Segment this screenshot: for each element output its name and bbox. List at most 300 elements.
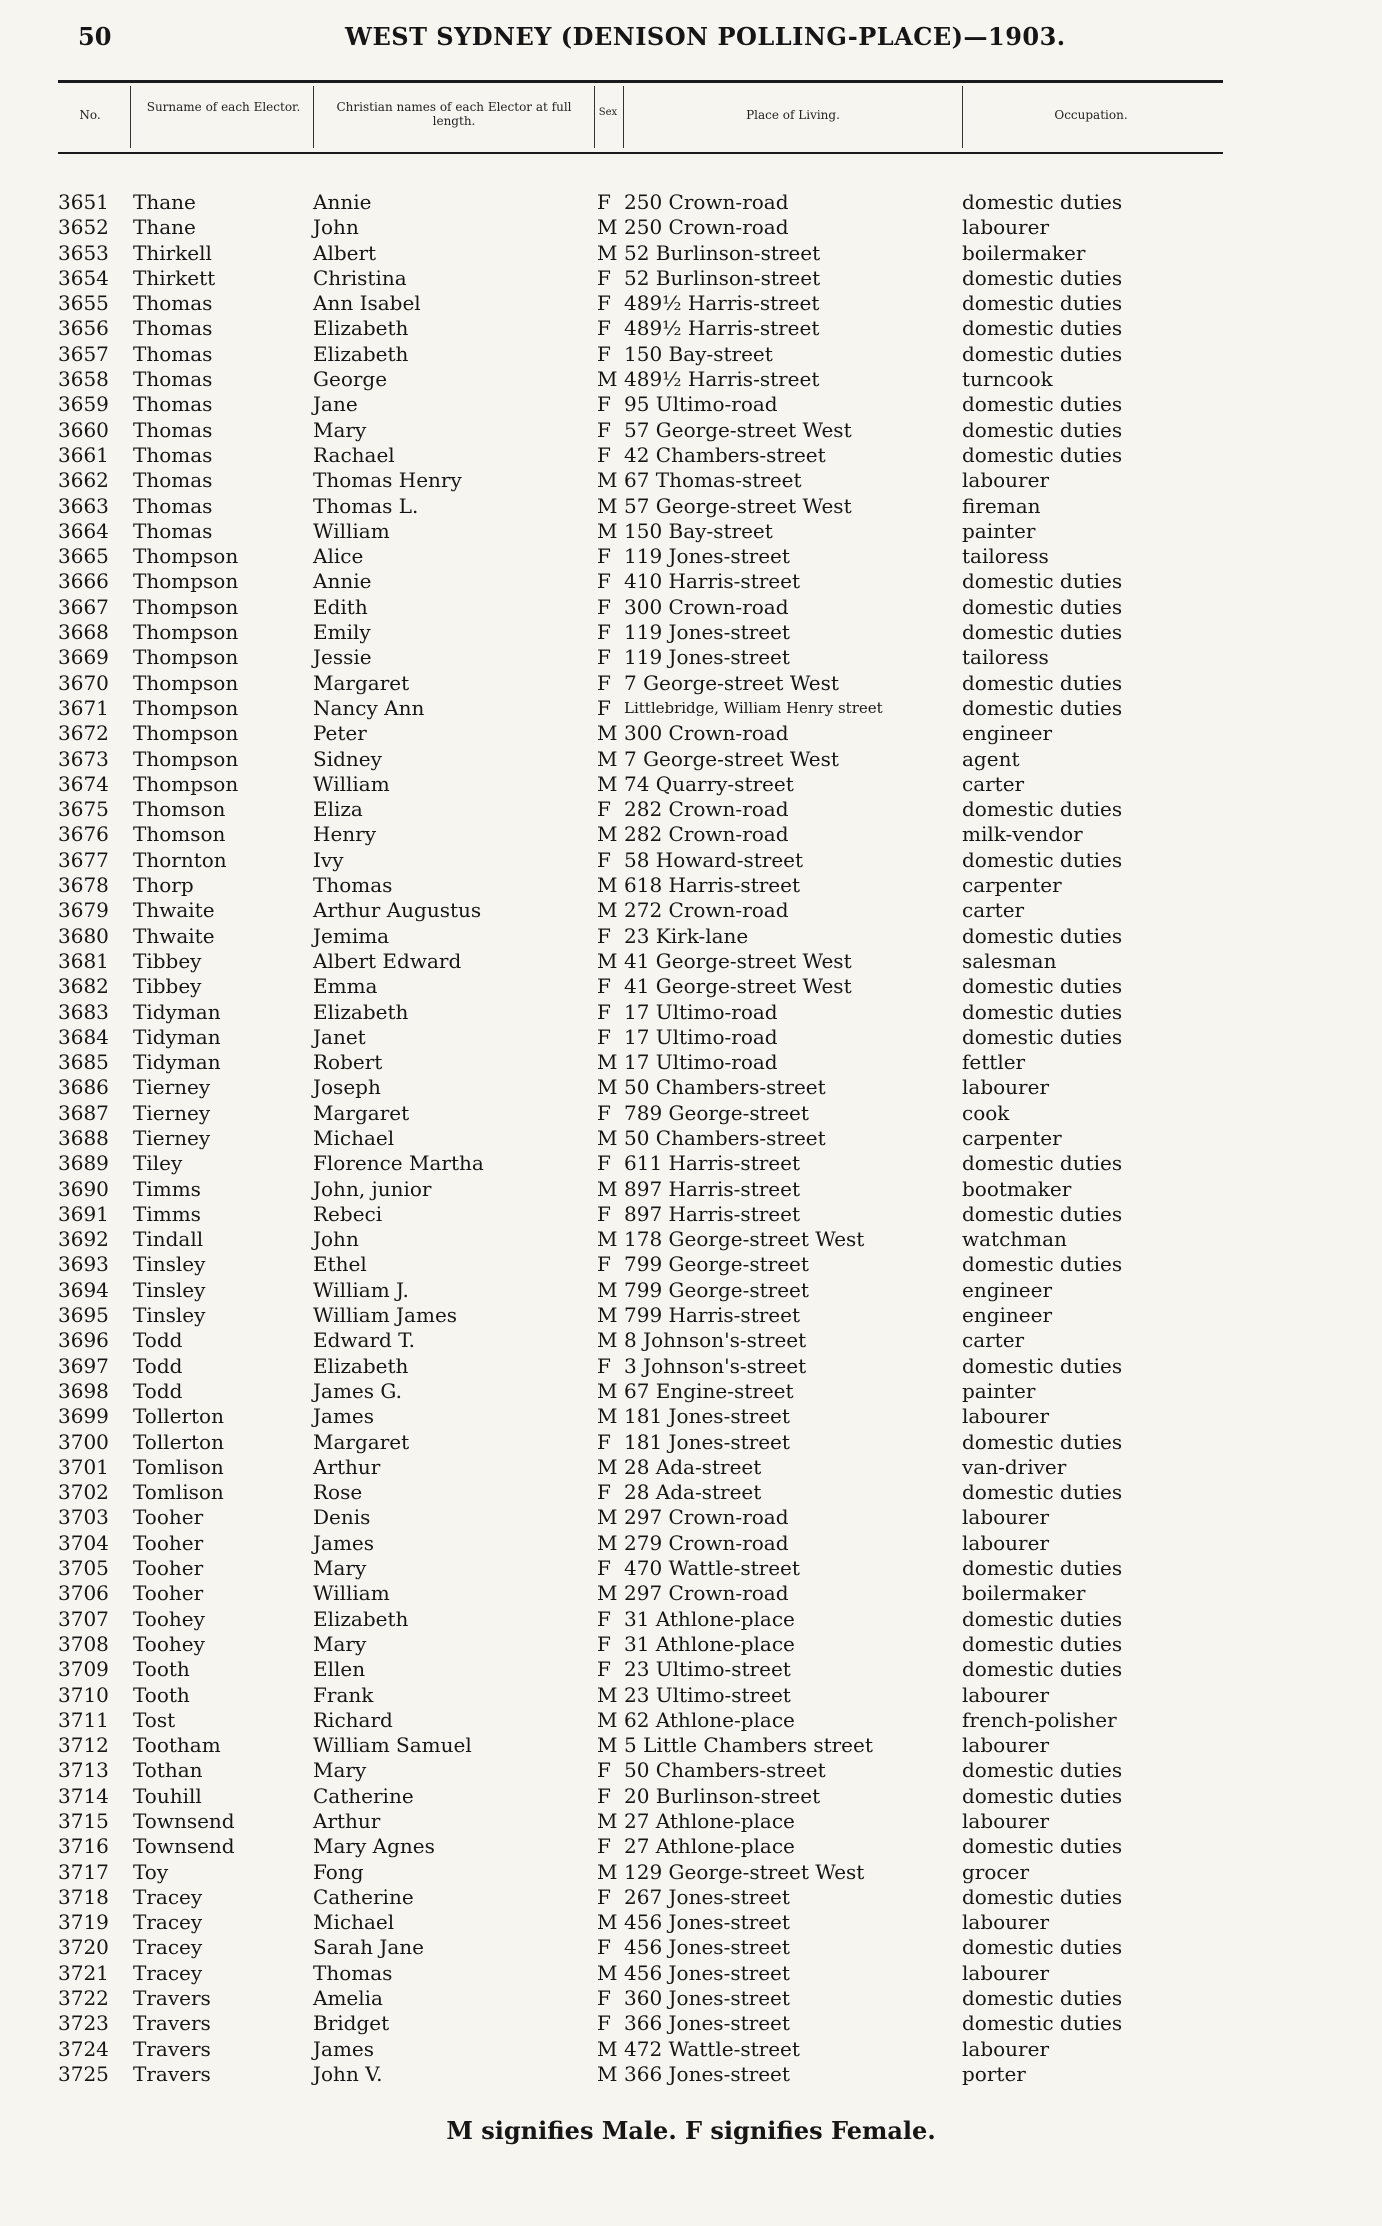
elector-number: 3690 — [58, 1176, 109, 1201]
elector-number: 3671 — [58, 695, 109, 720]
table-row — [0, 721, 1382, 746]
elector-surname: Tomlison — [133, 1480, 224, 1505]
elector-place-of-living: 789 George-street — [624, 1100, 809, 1125]
footer-legend: M signifies Male. F signifies Female. — [446, 2116, 936, 2145]
elector-number: 3700 — [58, 1429, 109, 1454]
elector-occupation: labourer — [962, 2036, 1050, 2061]
elector-sex: M — [597, 1682, 618, 1707]
elector-surname: Thirkett — [133, 265, 216, 290]
elector-number: 3698 — [58, 1378, 109, 1403]
elector-place-of-living: 31 Athlone-place — [624, 1631, 795, 1656]
elector-number: 3669 — [58, 645, 109, 670]
elector-place-of-living: 456 Jones-street — [624, 1935, 790, 1960]
elector-surname: Thane — [133, 190, 196, 214]
table-row — [0, 468, 1382, 493]
elector-number: 3692 — [58, 1227, 109, 1252]
elector-occupation: labourer — [962, 1505, 1050, 1530]
elector-place-of-living: 181 Jones-street — [624, 1404, 790, 1429]
elector-sex: M — [597, 1707, 618, 1732]
elector-surname: Tooher — [133, 1530, 204, 1555]
elector-number: 3667 — [58, 594, 109, 619]
elector-surname: Tollerton — [133, 1404, 224, 1429]
elector-christian-names: Christina — [313, 265, 407, 290]
elector-surname: Tooth — [133, 1657, 190, 1682]
elector-place-of-living: 300 Crown-road — [624, 594, 789, 619]
elector-sex: M — [597, 2061, 618, 2086]
table-row — [0, 1784, 1382, 1809]
elector-christian-names: Janet — [313, 1024, 366, 1049]
elector-christian-names: Thomas — [313, 1960, 393, 1985]
elector-place-of-living: 28 Ada-street — [624, 1454, 762, 1479]
elector-number: 3721 — [58, 1960, 109, 1985]
elector-christian-names: Denis — [313, 1505, 371, 1530]
elector-number: 3673 — [58, 746, 109, 771]
elector-number: 3696 — [58, 1328, 109, 1353]
column-header-place: Place of Living. — [746, 108, 840, 122]
elector-christian-names: Emily — [313, 620, 371, 645]
elector-place-of-living: 17 Ultimo-road — [624, 1024, 778, 1049]
elector-occupation: domestic duties — [962, 1024, 1123, 1049]
elector-number: 3661 — [58, 442, 109, 467]
elector-place-of-living: 23 Kirk-lane — [624, 923, 749, 948]
elector-occupation: domestic duties — [962, 620, 1123, 645]
elector-number: 3719 — [58, 1910, 109, 1935]
elector-place-of-living: 250 Crown-road — [624, 190, 789, 214]
elector-christian-names: Mary — [313, 1758, 367, 1783]
elector-christian-names: John — [313, 215, 359, 240]
elector-surname: Tost — [133, 1707, 176, 1732]
elector-surname: Thomas — [133, 417, 213, 442]
table-row — [0, 392, 1382, 417]
elector-christian-names: James — [313, 2036, 375, 2061]
table-row — [0, 1075, 1382, 1100]
elector-place-of-living: 456 Jones-street — [624, 1960, 790, 1985]
elector-occupation: watchman — [962, 1227, 1067, 1252]
elector-christian-names: Bridget — [313, 2011, 390, 2036]
elector-number: 3712 — [58, 1733, 109, 1758]
elector-place-of-living: 272 Crown-road — [624, 898, 789, 923]
elector-surname: Tinsley — [133, 1252, 206, 1277]
table-row — [0, 241, 1382, 266]
elector-christian-names: Emma — [313, 974, 378, 999]
table-row — [0, 1126, 1382, 1151]
table-row — [0, 671, 1382, 696]
elector-sex: F — [597, 1480, 611, 1505]
elector-sex: M — [597, 873, 618, 898]
elector-sex: M — [597, 215, 618, 240]
elector-sex: M — [597, 1176, 618, 1201]
elector-occupation: domestic duties — [962, 1884, 1123, 1909]
elector-occupation: engineer — [962, 1277, 1053, 1302]
elector-sex: M — [597, 746, 618, 771]
table-row — [0, 848, 1382, 873]
elector-christian-names: Mary — [313, 417, 367, 442]
elector-occupation: domestic duties — [962, 569, 1123, 594]
elector-occupation: grocer — [962, 1859, 1030, 1884]
elector-surname: Todd — [133, 1378, 183, 1403]
elector-number: 3708 — [58, 1631, 109, 1656]
elector-place-of-living: 799 George-street — [624, 1277, 809, 1302]
elector-sex: M — [597, 1404, 618, 1429]
elector-place-of-living: 41 George-street West — [624, 948, 852, 973]
elector-occupation: domestic duties — [962, 190, 1123, 214]
elector-christian-names: Elizabeth — [313, 316, 409, 341]
elector-occupation: turncook — [962, 367, 1053, 392]
elector-sex: M — [597, 468, 618, 493]
elector-surname: Thomson — [133, 797, 226, 822]
page-number: 50 — [78, 22, 112, 51]
elector-christian-names: Florence Martha — [313, 1151, 484, 1176]
elector-sex: F — [597, 291, 611, 316]
elector-surname: Toohey — [133, 1631, 205, 1656]
elector-place-of-living: 50 Chambers-street — [624, 1758, 826, 1783]
elector-place-of-living: 7 George-street West — [624, 746, 839, 771]
elector-surname: Thomas — [133, 291, 213, 316]
elector-number: 3683 — [58, 999, 109, 1024]
elector-sex: F — [597, 569, 611, 594]
elector-surname: Thomas — [133, 316, 213, 341]
elector-occupation: cook — [962, 1100, 1010, 1125]
elector-sex: F — [597, 265, 611, 290]
elector-place-of-living: 67 Thomas-street — [624, 468, 802, 493]
table-row — [0, 190, 1382, 215]
table-row — [0, 645, 1382, 670]
elector-sex: M — [597, 948, 618, 973]
elector-christian-names: Albert — [313, 240, 377, 265]
elector-surname: Tothan — [133, 1758, 203, 1783]
elector-place-of-living: 267 Jones-street — [624, 1884, 790, 1909]
elector-sex: F — [597, 1631, 611, 1656]
elector-place-of-living: 470 Wattle-street — [624, 1556, 800, 1581]
table-row — [0, 1885, 1382, 1910]
elector-place-of-living: 472 Wattle-street — [624, 2036, 800, 2061]
elector-occupation: salesman — [962, 948, 1057, 973]
elector-place-of-living: 31 Athlone-place — [624, 1606, 795, 1631]
elector-number: 3717 — [58, 1859, 109, 1884]
elector-occupation: domestic duties — [962, 442, 1123, 467]
elector-number: 3706 — [58, 1581, 109, 1606]
elector-number: 3652 — [58, 215, 109, 240]
elector-christian-names: Ethel — [313, 1252, 367, 1277]
elector-sex: F — [597, 544, 611, 569]
elector-occupation: labourer — [962, 1404, 1050, 1429]
elector-christian-names: George — [313, 367, 388, 392]
table-row — [0, 1708, 1382, 1733]
elector-sex: M — [597, 2036, 618, 2061]
elector-sex: M — [597, 721, 618, 746]
elector-surname: Thomas — [133, 518, 213, 543]
elector-surname: Tracey — [133, 1884, 203, 1909]
elector-place-of-living: 366 Jones-street — [624, 2011, 790, 2036]
elector-place-of-living: 17 Ultimo-road — [624, 1050, 778, 1075]
column-divider — [962, 86, 963, 148]
elector-place-of-living: 27 Athlone-place — [624, 1834, 795, 1859]
elector-sex: F — [597, 645, 611, 670]
elector-place-of-living: Littlebridge, William Henry street — [624, 698, 883, 717]
table-row — [0, 1581, 1382, 1606]
elector-surname: Travers — [133, 1986, 211, 2011]
elector-number: 3681 — [58, 948, 109, 973]
table-row — [0, 1860, 1382, 1885]
elector-surname: Tootham — [133, 1733, 221, 1758]
elector-occupation: domestic duties — [962, 1758, 1123, 1783]
table-row — [0, 1328, 1382, 1353]
elector-occupation: domestic duties — [962, 1657, 1123, 1682]
table-row — [0, 1986, 1382, 2011]
elector-sex: F — [597, 999, 611, 1024]
elector-sex: F — [597, 442, 611, 467]
elector-occupation: boilermaker — [962, 240, 1086, 265]
elector-place-of-living: 57 George-street West — [624, 417, 852, 442]
elector-occupation: domestic duties — [962, 594, 1123, 619]
elector-sex: M — [597, 240, 618, 265]
elector-sex: M — [597, 1227, 618, 1252]
elector-place-of-living: 23 Ultimo-street — [624, 1682, 791, 1707]
elector-surname: Tindall — [133, 1227, 204, 1252]
elector-occupation: domestic duties — [962, 316, 1123, 341]
elector-occupation: tailoress — [962, 645, 1049, 670]
elector-place-of-living: 489½ Harris-street — [624, 316, 820, 341]
elector-number: 3709 — [58, 1657, 109, 1682]
elector-christian-names: Jessie — [313, 645, 372, 670]
elector-occupation: french-polisher — [962, 1707, 1117, 1732]
elector-place-of-living: 150 Bay-street — [624, 341, 773, 366]
elector-christian-names: Ann Isabel — [313, 291, 421, 316]
elector-place-of-living: 20 Burlinson-street — [624, 1783, 821, 1808]
table-row — [0, 2037, 1382, 2062]
table-row — [0, 1025, 1382, 1050]
table-row — [0, 1935, 1382, 1960]
elector-christian-names: Amelia — [313, 1986, 383, 2011]
table-row — [0, 1455, 1382, 1480]
column-divider — [313, 86, 314, 148]
elector-christian-names: James — [313, 1530, 375, 1555]
elector-christian-names: Mary Agnes — [313, 1834, 435, 1859]
elector-sex: M — [597, 1378, 618, 1403]
elector-place-of-living: 28 Ada-street — [624, 1480, 762, 1505]
elector-number: 3713 — [58, 1758, 109, 1783]
elector-place-of-living: 178 George-street West — [624, 1227, 865, 1252]
elector-surname: Thompson — [133, 594, 239, 619]
elector-sex: M — [597, 1505, 618, 1530]
elector-occupation: domestic duties — [962, 1480, 1123, 1505]
elector-sex: F — [597, 594, 611, 619]
table-row — [0, 747, 1382, 772]
elector-place-of-living: 456 Jones-street — [624, 1910, 790, 1935]
elector-place-of-living: 279 Crown-road — [624, 1530, 789, 1555]
elector-number: 3711 — [58, 1707, 109, 1732]
elector-number: 3723 — [58, 2011, 109, 2036]
elector-surname: Thompson — [133, 544, 239, 569]
elector-sex: F — [597, 620, 611, 645]
elector-place-of-living: 8 Johnson's-street — [624, 1328, 807, 1353]
elector-christian-names: James — [313, 1404, 375, 1429]
elector-number: 3679 — [58, 898, 109, 923]
elector-place-of-living: 50 Chambers-street — [624, 1125, 826, 1150]
elector-christian-names: Fong — [313, 1859, 364, 1884]
elector-christian-names: John, junior — [313, 1176, 432, 1201]
elector-occupation: domestic duties — [962, 341, 1123, 366]
elector-surname: Thane — [133, 215, 196, 240]
elector-sex: M — [597, 493, 618, 518]
elector-surname: Timms — [133, 1176, 201, 1201]
elector-occupation: painter — [962, 518, 1036, 543]
elector-surname: Townsend — [133, 1809, 235, 1833]
table-row — [0, 1404, 1382, 1429]
elector-number: 3725 — [58, 2061, 109, 2086]
column-header-christian-names: Christian names of each Elector at full length. — [336, 100, 572, 128]
elector-number: 3703 — [58, 1505, 109, 1530]
column-divider — [594, 86, 595, 148]
elector-christian-names: Edward T. — [313, 1328, 415, 1353]
elector-sex: M — [597, 1910, 618, 1935]
elector-place-of-living: 282 Crown-road — [624, 822, 789, 847]
elector-number: 3699 — [58, 1404, 109, 1429]
elector-christian-names: Elizabeth — [313, 999, 409, 1024]
elector-christian-names: Eliza — [313, 797, 363, 822]
elector-number: 3705 — [58, 1556, 109, 1581]
elector-number: 3657 — [58, 341, 109, 366]
elector-number: 3722 — [58, 1986, 109, 2011]
elector-number: 3687 — [58, 1100, 109, 1125]
elector-christian-names: William — [313, 771, 390, 796]
table-row — [0, 924, 1382, 949]
elector-place-of-living: 300 Crown-road — [624, 721, 789, 746]
elector-sex: M — [597, 1075, 618, 1100]
elector-number: 3716 — [58, 1834, 109, 1859]
elector-christian-names: William — [313, 518, 390, 543]
elector-place-of-living: 489½ Harris-street — [624, 291, 820, 316]
elector-occupation: domestic duties — [962, 1556, 1123, 1581]
elector-occupation: domestic duties — [962, 1252, 1123, 1277]
elector-place-of-living: 799 Harris-street — [624, 1303, 801, 1328]
elector-christian-names: Arthur — [313, 1454, 381, 1479]
elector-christian-names: Catherine — [313, 1884, 414, 1909]
table-row — [0, 2062, 1382, 2087]
elector-sex: M — [597, 1733, 618, 1758]
elector-christian-names: Margaret — [313, 1429, 410, 1454]
elector-number: 3659 — [58, 392, 109, 417]
elector-surname: Tomlison — [133, 1454, 224, 1479]
table-row — [0, 367, 1382, 392]
elector-occupation: domestic duties — [962, 923, 1123, 948]
column-header-surname: Surname of each Elector. — [146, 100, 301, 114]
table-row — [0, 1000, 1382, 1025]
elector-place-of-living: 611 Harris-street — [624, 1151, 801, 1176]
elector-sex: F — [597, 316, 611, 341]
elector-christian-names: Thomas — [313, 873, 393, 898]
elector-number: 3684 — [58, 1024, 109, 1049]
table-row — [0, 620, 1382, 645]
elector-occupation: labourer — [962, 1910, 1050, 1935]
elector-occupation: porter — [962, 2061, 1026, 2086]
table-row — [0, 1379, 1382, 1404]
elector-sex: M — [597, 1581, 618, 1606]
elector-occupation: domestic duties — [962, 847, 1123, 872]
elector-occupation: carter — [962, 771, 1025, 796]
elector-place-of-living: 23 Ultimo-street — [624, 1657, 791, 1682]
elector-number: 3707 — [58, 1606, 109, 1631]
elector-christian-names: Mary — [313, 1556, 367, 1581]
elector-surname: Tierney — [133, 1100, 211, 1125]
elector-christian-names: Henry — [313, 822, 377, 847]
elector-christian-names: Ivy — [313, 847, 344, 872]
elector-christian-names: Elizabeth — [313, 341, 409, 366]
elector-number: 3720 — [58, 1935, 109, 1960]
header-rule-top — [58, 80, 1223, 83]
elector-place-of-living: 57 George-street West — [624, 493, 852, 518]
elector-christian-names: Michael — [313, 1910, 395, 1935]
elector-place-of-living: 150 Bay-street — [624, 518, 773, 543]
elector-occupation: carpenter — [962, 873, 1062, 898]
elector-occupation: domestic duties — [962, 1201, 1123, 1226]
elector-surname: Thomas — [133, 367, 213, 392]
elector-christian-names: Peter — [313, 721, 367, 746]
elector-sex: F — [597, 1884, 611, 1909]
elector-occupation: bootmaker — [962, 1176, 1072, 1201]
table-row — [0, 1834, 1382, 1859]
elector-occupation: labourer — [962, 1809, 1050, 1833]
table-row — [0, 1683, 1382, 1708]
table-row — [0, 2011, 1382, 2036]
elector-place-of-living: 297 Crown-road — [624, 1505, 789, 1530]
elector-occupation: labourer — [962, 1682, 1050, 1707]
elector-occupation: agent — [962, 746, 1020, 771]
elector-place-of-living: 62 Athlone-place — [624, 1707, 795, 1732]
elector-christian-names: Frank — [313, 1682, 374, 1707]
elector-sex: F — [597, 1429, 611, 1454]
table-row — [0, 1910, 1382, 1935]
elector-place-of-living: 74 Quarry-street — [624, 771, 794, 796]
elector-surname: Tiley — [133, 1151, 183, 1176]
table-row — [0, 1430, 1382, 1455]
elector-christian-names: Richard — [313, 1707, 393, 1732]
elector-place-of-living: 27 Athlone-place — [624, 1809, 795, 1833]
elector-sex: M — [597, 898, 618, 923]
elector-place-of-living: 3 Johnson's-street — [624, 1353, 807, 1378]
elector-surname: Thomas — [133, 442, 213, 467]
elector-number: 3685 — [58, 1050, 109, 1075]
elector-sex: F — [597, 1834, 611, 1859]
elector-surname: Timms — [133, 1201, 201, 1226]
elector-occupation: domestic duties — [962, 417, 1123, 442]
page-title: WEST SYDNEY (DENISON POLLING-PLACE)—1903. — [345, 22, 1066, 51]
table-row — [0, 1050, 1382, 1075]
elector-sex: F — [597, 1556, 611, 1581]
elector-occupation: domestic duties — [962, 695, 1123, 720]
elector-christian-names: John — [313, 1227, 359, 1252]
elector-sex: M — [597, 518, 618, 543]
elector-sex: M — [597, 367, 618, 392]
elector-occupation: labourer — [962, 1733, 1050, 1758]
elector-surname: Tracey — [133, 1910, 203, 1935]
elector-occupation: engineer — [962, 721, 1053, 746]
table-row — [0, 1607, 1382, 1632]
elector-surname: Thomas — [133, 468, 213, 493]
table-row — [0, 1354, 1382, 1379]
elector-christian-names: William Samuel — [313, 1733, 472, 1758]
elector-sex: M — [597, 1050, 618, 1075]
elector-place-of-living: 366 Jones-street — [624, 2061, 790, 2086]
elector-christian-names: Annie — [313, 190, 372, 214]
elector-number: 3666 — [58, 569, 109, 594]
elector-place-of-living: 95 Ultimo-road — [624, 392, 778, 417]
elector-occupation: domestic duties — [962, 1606, 1123, 1631]
elector-list — [0, 190, 1382, 2087]
elector-sex: M — [597, 1328, 618, 1353]
elector-christian-names: Albert Edward — [313, 948, 462, 973]
elector-surname: Tibbey — [133, 948, 202, 973]
